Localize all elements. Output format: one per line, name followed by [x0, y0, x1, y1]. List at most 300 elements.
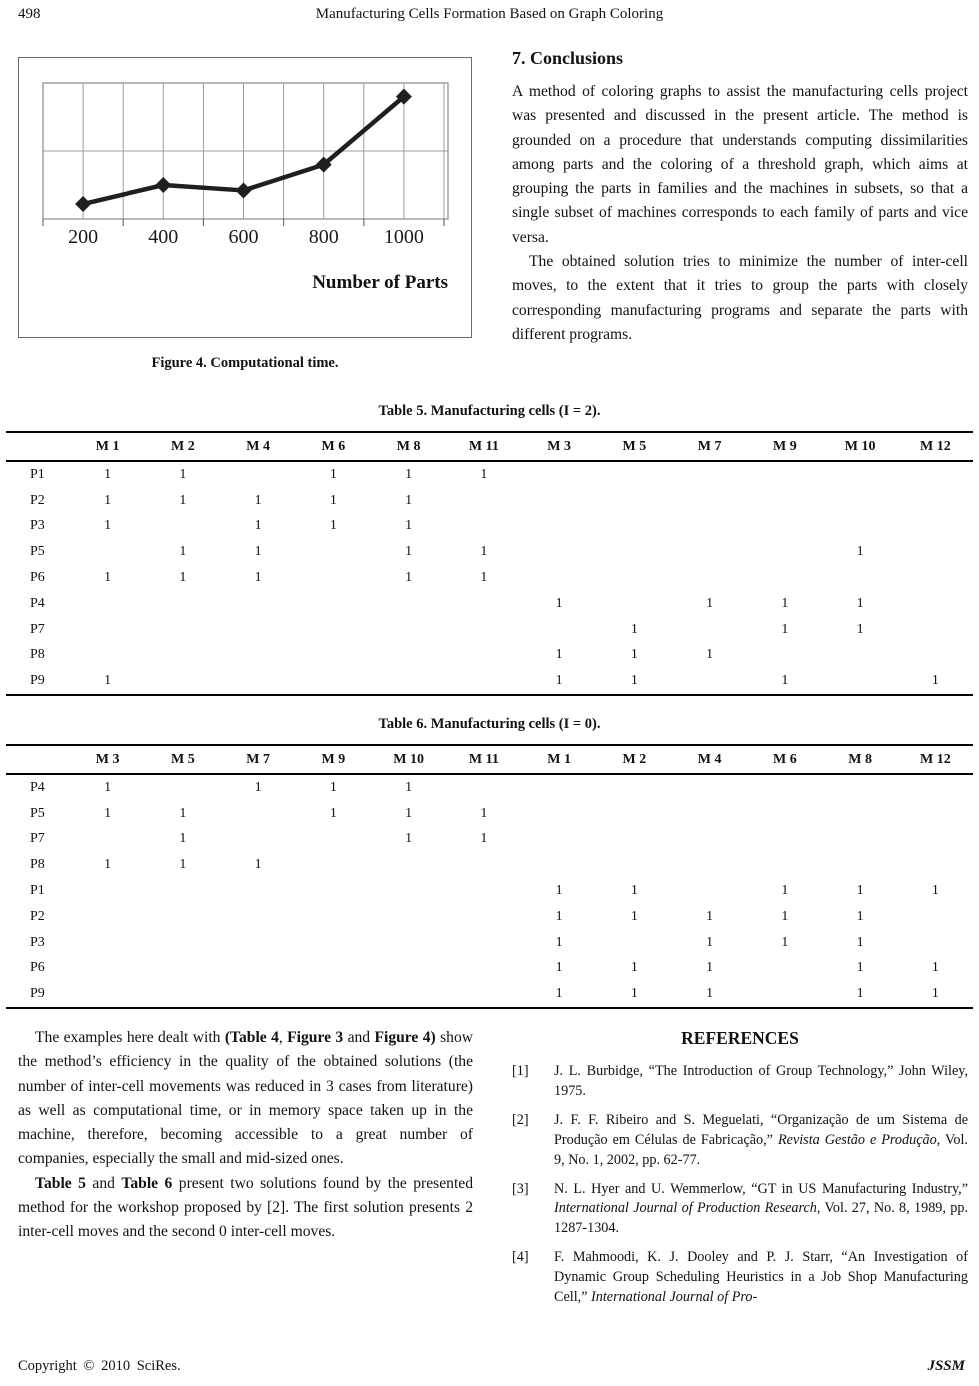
- table-row: [6, 617, 973, 643]
- table-cell: [70, 878, 145, 904]
- table-cell: [145, 643, 220, 669]
- data-point: [235, 182, 251, 198]
- table-cell: [823, 514, 898, 540]
- table-cell: [597, 774, 672, 801]
- row-label: P3: [30, 518, 45, 534]
- table-cell: [145, 904, 220, 930]
- header-row: [6, 432, 973, 461]
- journal-abbreviation: JSSM: [927, 1358, 965, 1374]
- running-title: Manufacturing Cells Formation Based on Graph Coloring: [315, 6, 664, 22]
- table-cell: [446, 930, 521, 956]
- table-cell: [446, 878, 521, 904]
- table-cell: 1: [480, 805, 488, 821]
- figure-4: [18, 57, 472, 372]
- references-section: [512, 1026, 968, 1317]
- table-cell: [672, 774, 747, 801]
- table-cell: 1: [179, 544, 187, 560]
- table-cell: [296, 617, 371, 643]
- table-cell: [145, 591, 220, 617]
- row-label: P9: [6, 981, 70, 1008]
- table-cell: 1: [706, 908, 714, 924]
- column-header: M 7: [672, 432, 747, 461]
- table-cell: [70, 904, 145, 930]
- row-label: P7: [30, 831, 45, 847]
- table-cell: [296, 539, 371, 565]
- reference-number: [1]: [512, 1063, 529, 1079]
- table-cell: [747, 643, 822, 669]
- table-cell: [371, 930, 446, 956]
- table-cell: [145, 930, 220, 956]
- row-label: P6: [30, 570, 45, 586]
- table-cell: 1: [856, 934, 864, 950]
- column-header: M 4: [672, 745, 747, 774]
- table-cell: [296, 956, 371, 982]
- table-cell: [446, 591, 521, 617]
- table-cell: [672, 565, 747, 591]
- row-label: P5: [30, 805, 45, 821]
- table-cell: [70, 827, 145, 853]
- table-cell: [371, 981, 446, 1008]
- table-cell: [70, 956, 145, 982]
- table-cell: [446, 774, 521, 801]
- table-5-title: Table 5. Manufacturing cells (I = 2).: [378, 403, 601, 419]
- table-cell: [672, 514, 747, 540]
- references-list: [512, 1062, 968, 1308]
- table-cell: [823, 668, 898, 695]
- table-cell: 1: [522, 981, 597, 1008]
- page-footer: [18, 1358, 965, 1375]
- table-cell: 1: [405, 492, 413, 508]
- table-cell: 1: [597, 668, 672, 695]
- table-cell: [898, 904, 973, 930]
- table-cell: [597, 591, 672, 617]
- table-cell: 1: [480, 466, 488, 482]
- table-cell: [823, 827, 898, 853]
- table-cell: [296, 643, 371, 669]
- text-run: ,: [278, 1029, 288, 1046]
- table-cell: [898, 774, 973, 801]
- table-cell: [371, 852, 446, 878]
- table-cell: [70, 643, 145, 669]
- row-label: P4: [30, 779, 45, 795]
- table-row: [6, 565, 973, 591]
- text-run: and: [343, 1029, 375, 1046]
- table-cell: 1: [179, 831, 187, 847]
- table-cell: [823, 801, 898, 827]
- table-cell: 1: [329, 466, 337, 482]
- table-cell: 1: [555, 960, 563, 976]
- table-6: [6, 716, 973, 1009]
- table-cell: [898, 539, 973, 565]
- table-cell: [672, 878, 747, 904]
- table-cell: [823, 774, 898, 801]
- table-cell: [296, 565, 371, 591]
- table-cell: 1: [706, 934, 714, 950]
- table-cell: [898, 591, 973, 617]
- table-cell: 1: [329, 779, 337, 795]
- table-cell: 1: [405, 518, 413, 534]
- x-axis-label: Number of Parts: [312, 272, 448, 293]
- table-row: [6, 904, 973, 930]
- table-cell: [221, 930, 296, 956]
- table-row: [6, 643, 973, 669]
- bold-text-run: (Table 4: [224, 1029, 279, 1046]
- table-cell: [672, 617, 747, 643]
- table-cell: [296, 591, 371, 617]
- column-header: M 5: [145, 745, 220, 774]
- x-tick-label: 800: [308, 226, 339, 248]
- table-cell: 1: [672, 981, 747, 1008]
- text-run: J. L. Burbidge, “The Introduction of Group Technology,” John Wiley, 1975.: [554, 1063, 968, 1099]
- table-cell: 1: [405, 466, 413, 482]
- table-cell: 1: [104, 518, 112, 534]
- table-cell: 1: [630, 621, 638, 637]
- page-number: 498: [18, 6, 41, 22]
- table-row: [6, 878, 973, 904]
- table-cell: 1: [405, 779, 413, 795]
- table-cell: 1: [856, 621, 864, 637]
- column-header: M 1: [70, 432, 145, 461]
- corner-cell: [6, 745, 70, 774]
- reference-text: [554, 1111, 968, 1171]
- text-run: F. Mahmoodi, K. J. Dooley and P. J. Starr, “An Investigation of Dynamic Group Scheduling Heuristics in a Job Shop Manufacturing Cell,”: [554, 1249, 968, 1306]
- figure-4-caption: Figure 4. Computational time.: [151, 355, 339, 371]
- table-cell: 1: [781, 883, 789, 899]
- reference-text: [554, 1062, 968, 1102]
- bold-text-run: Figure 4): [374, 1029, 436, 1046]
- table-cell: 1: [555, 883, 563, 899]
- table-cell: [70, 539, 145, 565]
- conclusions-section: [512, 48, 968, 347]
- table-cell: [145, 878, 220, 904]
- reference-text: [554, 1180, 968, 1240]
- table-cell: [145, 617, 220, 643]
- table-cell: [371, 904, 446, 930]
- table-cell: 1: [630, 908, 638, 924]
- table-cell: [522, 565, 597, 591]
- reference-item: [512, 1111, 968, 1171]
- table-cell: 1: [630, 960, 638, 976]
- table-cell: [221, 981, 296, 1008]
- table-cell: [522, 539, 597, 565]
- table-cell: 1: [405, 805, 413, 821]
- text-run: show the method’s efficiency in the quality of the obtained solutions (the number of inter-cell movements was reduced in 3 cases from literature) as well as computational time, or in memory space taken up in the machine, therefore, becoming accessible to a great number of companies, especially the small and mid-sized ones.: [18, 1029, 474, 1168]
- italic-text-run: International Journal of Production Research: [554, 1200, 817, 1217]
- row-label: P4: [30, 595, 45, 611]
- table-cell: [747, 774, 822, 801]
- table-cell: 1: [781, 621, 789, 637]
- table-cell: 1: [104, 570, 112, 586]
- table-cell: [296, 904, 371, 930]
- bold-text-run: Table 5: [35, 1174, 86, 1192]
- table-cell: [371, 617, 446, 643]
- row-label: P2: [30, 908, 45, 924]
- table-cell: 1: [70, 668, 145, 695]
- table-cell: [371, 878, 446, 904]
- corner-cell: [6, 432, 70, 461]
- table-cell: 1: [706, 595, 714, 611]
- table-cell: 1: [104, 805, 112, 821]
- table-cell: 1: [555, 908, 563, 924]
- table-6-grid: [6, 744, 973, 1009]
- table-cell: 1: [480, 831, 488, 847]
- table-cell: [70, 591, 145, 617]
- table-cell: 1: [856, 544, 864, 560]
- table-cell: [672, 827, 747, 853]
- column-header: M 3: [522, 432, 597, 461]
- reference-number: [2]: [512, 1111, 529, 1128]
- table-cell: [672, 801, 747, 827]
- reference-number: [3]: [512, 1180, 529, 1197]
- table-5-grid: [6, 431, 973, 696]
- column-header: M 11: [446, 432, 521, 461]
- text-run: present two solutions found by the presented method for the workshop proposed by [2]. The first solution presents 2 inter-cell moves and the second 0 inter-cell moves.: [18, 1174, 474, 1241]
- text-run: N. L. Hyer and U. Wemmerlow, “GT in US Manufacturing Industry,”: [554, 1180, 968, 1197]
- table-cell: [296, 827, 371, 853]
- table-cell: [597, 827, 672, 853]
- table-cell: [296, 981, 371, 1008]
- table-cell: [597, 539, 672, 565]
- data-point: [75, 196, 91, 212]
- discussion-paragraph-1: [18, 1026, 473, 1172]
- discussion-section: [18, 1026, 473, 1245]
- conclusions-heading: 7. Conclusions: [512, 48, 624, 68]
- table-cell: 1: [405, 570, 413, 586]
- table-cell: 1: [931, 960, 939, 976]
- table-row: [6, 956, 973, 982]
- table-cell: 1: [898, 981, 973, 1008]
- table-cell: [747, 801, 822, 827]
- table-cell: [747, 514, 822, 540]
- table-cell: [446, 643, 521, 669]
- table-cell: [747, 981, 822, 1008]
- table-cell: [446, 904, 521, 930]
- row-label: P3: [30, 934, 45, 950]
- conclusions-paragraph-2: The obtained solution tries to minimize the number of inter-cell moves, to the extent that it tries to group the parts with closely corresponding manufacturing programs and separate the parts with different programs.: [512, 253, 968, 343]
- table-cell: 1: [104, 466, 112, 482]
- table-cell: 1: [706, 960, 714, 976]
- table-cell: [747, 852, 822, 878]
- reference-item: [512, 1062, 968, 1102]
- column-header: M 9: [747, 432, 822, 461]
- table-cell: 1: [329, 518, 337, 534]
- column-header: M 12: [898, 745, 973, 774]
- italic-text-run: Revista Gestão e Produção: [777, 1131, 937, 1148]
- table-cell: [371, 668, 446, 695]
- text-run: and: [85, 1174, 122, 1192]
- table-cell: 1: [104, 779, 112, 795]
- reference-item: [512, 1248, 968, 1308]
- table-cell: [597, 461, 672, 488]
- x-tick-label: 1000: [383, 226, 424, 248]
- table-cell: 1: [254, 518, 262, 534]
- table-cell: 1: [104, 857, 112, 873]
- table-cell: [446, 617, 521, 643]
- table-cell: [522, 514, 597, 540]
- table-cell: 1: [781, 934, 789, 950]
- text-run: , Vol. 9, No. 1, 2002, pp. 62-77.: [554, 1131, 968, 1168]
- table-cell: [145, 956, 220, 982]
- table-cell: 1: [931, 883, 939, 899]
- table-cell: 1: [480, 544, 488, 560]
- table-cell: [522, 617, 597, 643]
- table-cell: 1: [329, 492, 337, 508]
- table-cell: 1: [856, 960, 864, 976]
- table-cell: [898, 565, 973, 591]
- table-cell: 1: [630, 883, 638, 899]
- table-cell: [898, 461, 973, 488]
- table-cell: [823, 643, 898, 669]
- table-cell: [371, 956, 446, 982]
- table-cell: [522, 774, 597, 801]
- references-heading: REFERENCES: [681, 1028, 799, 1048]
- table-cell: 1: [329, 805, 337, 821]
- table-row: [6, 852, 973, 878]
- figure-4-box: [18, 57, 472, 338]
- column-header: M 6: [747, 745, 822, 774]
- table-cell: 1: [179, 570, 187, 586]
- table-cell: [221, 643, 296, 669]
- italic-text-run: International Journal of Pro-: [591, 1289, 758, 1306]
- table-cell: [522, 461, 597, 488]
- table-cell: 1: [823, 981, 898, 1008]
- discussion-paragraph-2: [18, 1172, 473, 1245]
- table-cell: [145, 514, 220, 540]
- row-label: P5: [30, 544, 45, 560]
- table-row: [6, 488, 973, 514]
- table-cell: [221, 801, 296, 827]
- column-header: M 9: [296, 745, 371, 774]
- table-cell: 1: [104, 492, 112, 508]
- table-cell: 1: [179, 466, 187, 482]
- table-cell: [597, 565, 672, 591]
- table-cell: [522, 488, 597, 514]
- reference-item: [512, 1180, 968, 1240]
- table-cell: [371, 643, 446, 669]
- table-row: [6, 774, 973, 801]
- table-cell: [898, 801, 973, 827]
- table-row: [6, 827, 973, 853]
- table-cell: [898, 514, 973, 540]
- column-header: M 4: [221, 432, 296, 461]
- row-label: P2: [30, 492, 45, 508]
- table-cell: [446, 852, 521, 878]
- table-5: [6, 403, 973, 696]
- text-run: , Vol. 27, No. 8, 1989, pp. 1287-1304.: [554, 1200, 968, 1237]
- column-header: M 10: [371, 745, 446, 774]
- table-cell: [597, 852, 672, 878]
- x-tick-label: 400: [148, 226, 179, 248]
- table-cell: [296, 852, 371, 878]
- table-cell: 1: [522, 668, 597, 695]
- table-cell: 1: [597, 981, 672, 1008]
- table-cell: [597, 488, 672, 514]
- table-row: [6, 930, 973, 956]
- table-cell: [747, 488, 822, 514]
- table-cell: [747, 565, 822, 591]
- column-header: M 10: [823, 432, 898, 461]
- x-tick-label: 200: [68, 226, 99, 248]
- table-cell: [672, 852, 747, 878]
- row-label: P1: [30, 883, 45, 899]
- table-cell: [898, 930, 973, 956]
- table-cell: [70, 981, 145, 1008]
- table-cell: [898, 643, 973, 669]
- column-header: M 7: [221, 745, 296, 774]
- table-cell: [221, 617, 296, 643]
- table-cell: [446, 956, 521, 982]
- bold-text-run: Figure 3: [287, 1029, 344, 1046]
- table-cell: 1: [254, 570, 262, 586]
- table-row: [6, 461, 973, 488]
- column-header: M 11: [446, 745, 521, 774]
- row-label: P6: [30, 960, 45, 976]
- column-header: M 6: [296, 432, 371, 461]
- table-cell: [823, 852, 898, 878]
- table-cell: [70, 930, 145, 956]
- table-cell: [296, 930, 371, 956]
- table-cell: [823, 488, 898, 514]
- table-row: [6, 591, 973, 617]
- table-cell: [597, 801, 672, 827]
- table-cell: [145, 774, 220, 801]
- conclusions-paragraph-1: A method of coloring graphs to assist the manufacturing cells project was presented and discussed in the present article. The method is grounded on a procedure that understands computing dissimilarities among parts and the coloring of a threshold graph, which aims at grouping the parts in families and the machines in subsets, so that a single subset of machines corresponds to each family of parts and vice versa.: [512, 83, 968, 246]
- table-cell: 1: [856, 908, 864, 924]
- table-row: [6, 514, 973, 540]
- copyright-text: Copyright © 2010 SciRes.: [18, 1358, 181, 1374]
- table-cell: 1: [898, 668, 973, 695]
- table-cell: 1: [405, 544, 413, 560]
- table-cell: 1: [781, 595, 789, 611]
- table-row: [6, 981, 973, 1008]
- table-cell: 1: [630, 647, 638, 663]
- table-cell: 1: [555, 934, 563, 950]
- table-cell: 1: [480, 570, 488, 586]
- table-cell: 1: [254, 779, 262, 795]
- table-cell: [747, 539, 822, 565]
- table-cell: [446, 668, 521, 695]
- table-cell: [898, 617, 973, 643]
- table-cell: [597, 930, 672, 956]
- table-cell: 1: [179, 857, 187, 873]
- table-cell: [446, 981, 521, 1008]
- table-cell: [672, 539, 747, 565]
- computational-time-chart: [19, 58, 471, 335]
- row-label: P9: [6, 668, 70, 695]
- table-cell: [823, 565, 898, 591]
- table-cell: [672, 461, 747, 488]
- text-run: The examples here dealt with: [35, 1029, 225, 1046]
- data-point: [155, 177, 171, 193]
- table-cell: 1: [405, 831, 413, 847]
- text-run: J. F. F. Ribeiro and S. Meguelati, “Organização de um Sistema de Produção em Células de Fabricação,”: [554, 1111, 968, 1148]
- table-cell: [221, 668, 296, 695]
- table-cell: 1: [781, 908, 789, 924]
- table-cell: [522, 827, 597, 853]
- table-cell: [296, 878, 371, 904]
- reference-text: [554, 1248, 968, 1308]
- table-cell: [221, 591, 296, 617]
- table-cell: [371, 591, 446, 617]
- column-header: M 12: [898, 432, 973, 461]
- table-cell: [672, 488, 747, 514]
- table-cell: [898, 488, 973, 514]
- table-cell: [221, 827, 296, 853]
- table-cell: 1: [747, 668, 822, 695]
- table-cell: [70, 617, 145, 643]
- table-cell: 1: [555, 647, 563, 663]
- x-tick-label: 600: [228, 226, 259, 248]
